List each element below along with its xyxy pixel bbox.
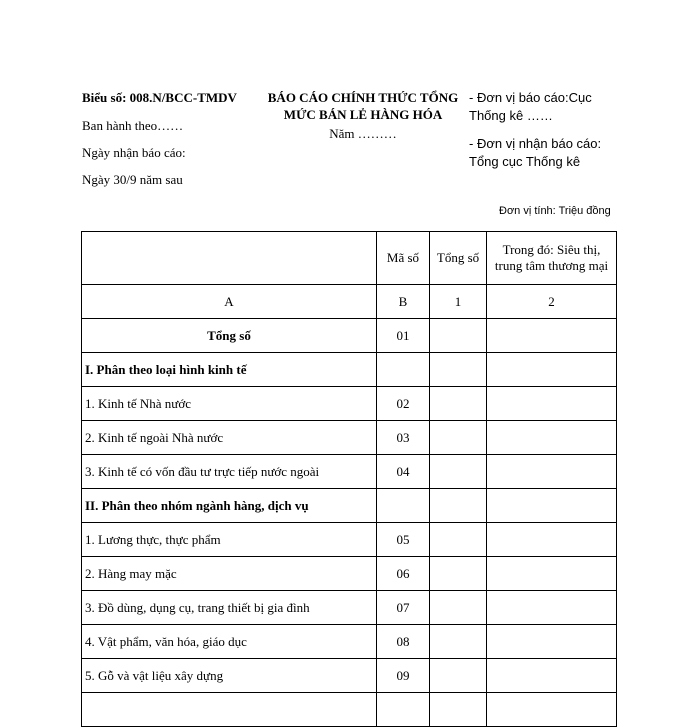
row-code bbox=[377, 693, 430, 727]
header-cell-blank bbox=[82, 232, 377, 285]
table-row bbox=[82, 387, 617, 421]
row-total-cell[interactable] bbox=[430, 353, 487, 387]
row-label: 1. Lương thực, thực phẩm bbox=[82, 523, 377, 557]
row-total-cell[interactable] bbox=[430, 693, 487, 727]
form-code: Biểu số: 008.N/BCC-TMDV bbox=[82, 90, 237, 105]
row-of-which-cell[interactable] bbox=[487, 421, 617, 455]
row-total-cell[interactable] bbox=[430, 591, 487, 625]
row-total-cell[interactable] bbox=[430, 659, 487, 693]
row-code: 03 bbox=[377, 421, 430, 455]
row-label: I. Phân theo loại hình kinh tế bbox=[82, 353, 377, 387]
table-row bbox=[82, 523, 617, 557]
reporting-unit-line1: - Đơn vị báo cáo:Cục bbox=[469, 90, 592, 105]
table-row bbox=[82, 421, 617, 455]
row-of-which-cell[interactable] bbox=[487, 591, 617, 625]
report-title-line1: BÁO CÁO CHÍNH THỨC TỔNG bbox=[267, 90, 459, 105]
row-of-which-cell[interactable] bbox=[487, 625, 617, 659]
row-of-which-cell[interactable] bbox=[487, 489, 617, 523]
row-total-cell[interactable] bbox=[430, 625, 487, 659]
row-total-cell[interactable] bbox=[430, 523, 487, 557]
table-row bbox=[82, 489, 617, 523]
row-code: 02 bbox=[377, 387, 430, 421]
row-total-cell[interactable] bbox=[430, 319, 487, 353]
header-of-which bbox=[487, 232, 617, 285]
report-table bbox=[81, 231, 617, 727]
index-b: B bbox=[377, 285, 430, 319]
header-of-which-line2: trung tâm thương mại bbox=[494, 258, 609, 273]
row-label: 3. Kinh tế có vốn đầu tư trực tiếp nước ngoài bbox=[82, 455, 377, 489]
row-label: 3. Đồ dùng, dụng cụ, trang thiết bị gia đình bbox=[82, 591, 377, 625]
row-label: Tổng số bbox=[82, 319, 377, 353]
table-row bbox=[82, 557, 617, 591]
reporting-unit-line2: Thống kê …… bbox=[469, 108, 553, 123]
row-code: 08 bbox=[377, 625, 430, 659]
row-code: 09 bbox=[377, 659, 430, 693]
row-code: 05 bbox=[377, 523, 430, 557]
table-row bbox=[82, 319, 617, 353]
row-of-which-cell[interactable] bbox=[487, 319, 617, 353]
index-a: A bbox=[82, 285, 377, 319]
row-label: II. Phân theo nhóm ngành hàng, dịch vụ bbox=[82, 489, 377, 523]
row-label: 2. Kinh tế ngoài Nhà nước bbox=[82, 421, 377, 455]
row-total-cell[interactable] bbox=[430, 557, 487, 591]
table-header-row bbox=[82, 232, 617, 285]
row-total-cell[interactable] bbox=[430, 387, 487, 421]
row-code: 01 bbox=[377, 319, 430, 353]
issued-by: Ban hành theo…… bbox=[82, 118, 184, 133]
row-of-which-cell[interactable] bbox=[487, 353, 617, 387]
row-code bbox=[377, 489, 430, 523]
index-1: 1 bbox=[430, 285, 487, 319]
row-total-cell[interactable] bbox=[430, 489, 487, 523]
row-of-which-cell[interactable] bbox=[487, 387, 617, 421]
row-label: 2. Hàng may mặc bbox=[82, 557, 377, 591]
report-year: Năm ……… bbox=[329, 126, 397, 141]
row-label bbox=[82, 693, 377, 727]
row-label: 4. Vật phẩm, văn hóa, giáo dục bbox=[82, 625, 377, 659]
header-code: Mã số bbox=[377, 232, 430, 285]
table-row bbox=[82, 625, 617, 659]
table-row bbox=[82, 455, 617, 489]
header-total: Tổng số bbox=[430, 232, 487, 285]
receive-date-label: Ngày nhận báo cáo: bbox=[82, 145, 186, 160]
table-row bbox=[82, 693, 617, 727]
receiving-unit-line1: - Đơn vị nhận báo cáo: bbox=[469, 136, 602, 151]
table-row bbox=[82, 659, 617, 693]
receiving-unit-line2: Tổng cục Thống kê bbox=[469, 154, 581, 169]
row-of-which-cell[interactable] bbox=[487, 455, 617, 489]
row-total-cell[interactable] bbox=[430, 455, 487, 489]
row-of-which-cell[interactable] bbox=[487, 557, 617, 591]
row-code bbox=[377, 353, 430, 387]
header-of-which-line1: Trong đó: Siêu thị, bbox=[502, 242, 601, 257]
row-label: 5. Gỗ và vật liệu xây dựng bbox=[82, 659, 377, 693]
row-of-which-cell[interactable] bbox=[487, 693, 617, 727]
unit-note: Đơn vị tính: Triệu đồng bbox=[499, 205, 611, 217]
table-row bbox=[82, 591, 617, 625]
table-row bbox=[82, 353, 617, 387]
report-title-line2: MỨC BÁN LẺ HÀNG HÓA bbox=[283, 107, 443, 122]
row-of-which-cell[interactable] bbox=[487, 523, 617, 557]
row-label: 1. Kinh tế Nhà nước bbox=[82, 387, 377, 421]
row-of-which-cell[interactable] bbox=[487, 659, 617, 693]
column-index-row bbox=[82, 285, 617, 319]
row-code: 07 bbox=[377, 591, 430, 625]
row-code: 04 bbox=[377, 455, 430, 489]
row-total-cell[interactable] bbox=[430, 421, 487, 455]
receive-date-value: Ngày 30/9 năm sau bbox=[82, 172, 183, 187]
index-2: 2 bbox=[487, 285, 617, 319]
row-code: 06 bbox=[377, 557, 430, 591]
